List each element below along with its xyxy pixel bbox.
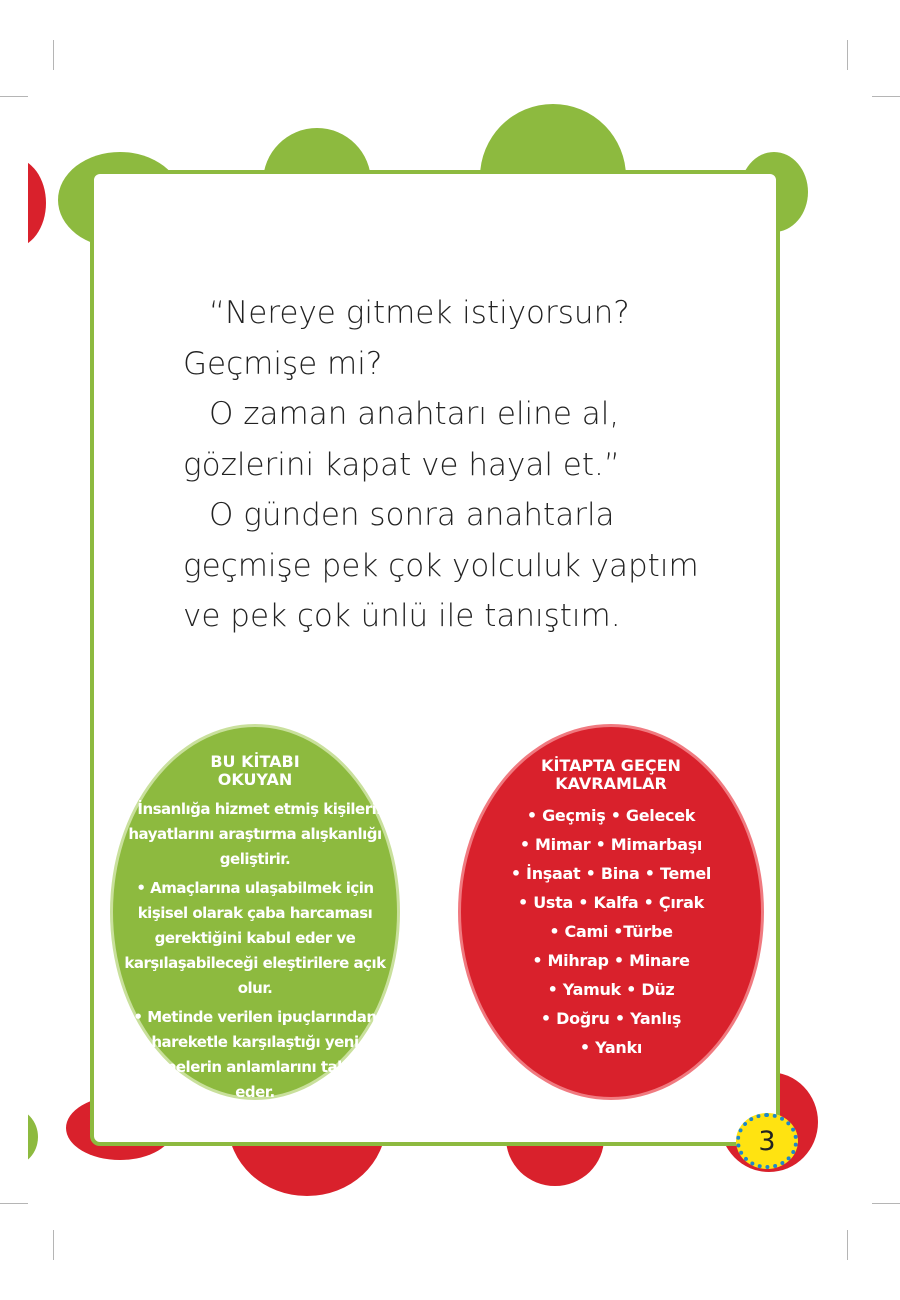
list-item: • Yankı (579, 1038, 643, 1057)
concepts-list (471, 801, 751, 1062)
list-item: • Doğru • Yanlış (540, 1009, 682, 1028)
reader-box-title (123, 753, 387, 789)
decorative-circle (0, 1108, 38, 1166)
list-item: • İnşaat • Bina • Temel (510, 864, 712, 883)
decorative-circle (0, 158, 46, 248)
reader-outcomes-box (110, 724, 400, 1100)
crop-mark (872, 1203, 900, 1204)
list-item: • Metinde verilen ipuçlarından hareketle karşılaştığı yeni kelimelerin anlamlarını tahmin eder. (132, 1008, 378, 1101)
crop-mark (847, 1230, 848, 1260)
list-item: • Mimar • Mimarbaşı (519, 835, 703, 854)
story-text (183, 288, 743, 642)
story-line: ve pek çok ünlü ile tanıştım. (183, 598, 621, 634)
list-item: • Cami •Türbe (549, 922, 673, 941)
crop-mark (0, 96, 28, 97)
story-line: geçmişe pek çok yolculuk yaptım (183, 547, 699, 584)
story-line: O günden sonra anahtarla (209, 497, 615, 533)
list-item: • İnsanlığa hizmet etmiş kişilerin hayatlarını araştırma alışkanlığı geliştirir. (123, 800, 387, 868)
crop-mark (53, 40, 54, 70)
page-number: 3 (758, 1125, 776, 1157)
list-item: • Geçmiş • Gelecek (526, 806, 696, 825)
concepts-box-title-line: KAVRAMLAR (555, 774, 667, 793)
page-number-badge (736, 1113, 798, 1169)
reader-box-title-line: OKUYAN (217, 770, 293, 789)
reader-outcomes-list (123, 797, 387, 1105)
concepts-box-title (471, 757, 751, 793)
crop-mark (0, 1203, 28, 1204)
list-item: • Amaçlarına ulaşabilmek için kişisel olarak çaba harcaması gerektiğini kabul eder ve karşılaşabileceği eleştirilere açık olur. (124, 879, 386, 997)
list-item: • Mihrap • Minare (532, 951, 690, 970)
crop-mark (872, 96, 900, 97)
concepts-box (458, 724, 764, 1100)
list-item: • Usta • Kalfa • Çırak (518, 893, 704, 912)
story-line: Geçmişe mi? (183, 345, 383, 382)
crop-mark (847, 40, 848, 70)
crop-mark (53, 1230, 54, 1260)
concepts-box-title-line: KİTAPTA GEÇEN (541, 756, 681, 775)
story-line: “Nereye gitmek istiyorsun? (209, 295, 630, 331)
story-line: gözlerini kapat ve hayal et.” (183, 446, 620, 483)
list-item: • Yamuk • Düz (547, 980, 675, 999)
reader-box-title-line: BU KİTABI (210, 752, 300, 771)
story-line: O zaman anahtarı eline al, (209, 396, 620, 432)
